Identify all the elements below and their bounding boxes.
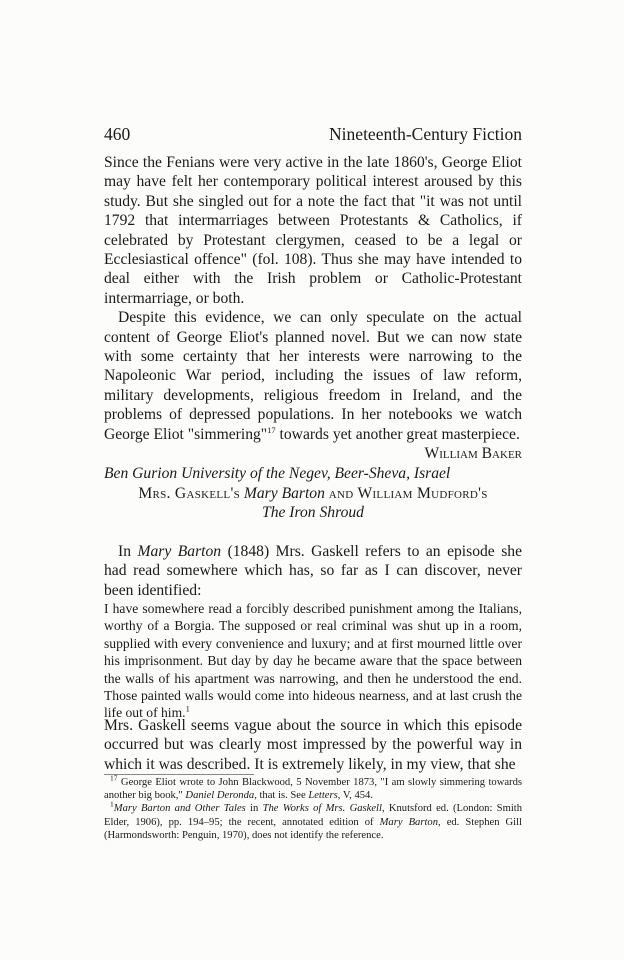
note-title xyxy=(104,484,522,523)
paragraph-source: Mrs. Gaskell seems vague about the source in which this episode occurred but was clearly most impressed by the powerful way in which it was described. It is extremely likely, in my view, that she xyxy=(104,717,522,773)
footnote-17-text-c: , V, 454. xyxy=(337,790,373,802)
title-work-mary-barton: Mary Barton xyxy=(243,485,325,502)
footnote-17-title: Daniel Deronda xyxy=(185,790,255,802)
footnote-17-text-b: , that is. See xyxy=(254,790,309,802)
footnote-1-number: 1 xyxy=(110,799,114,809)
footnote-17-number: 17 xyxy=(110,773,118,783)
footnote-1-title2: The Works of Mrs. Gaskell xyxy=(262,803,382,815)
title-author-mudford: William Mudford's xyxy=(357,485,488,502)
block-quote-text xyxy=(104,600,522,722)
page-number: 460 xyxy=(104,124,131,144)
footnote-1-text-b: , Knutsford ed. (London: Smith Elder, 1906), pp. 194–95; the recent, annotated edition of xyxy=(104,803,522,828)
note-ref-1: 1 xyxy=(185,703,190,714)
footnote-divider xyxy=(104,774,254,775)
paragraph-intro xyxy=(104,542,522,600)
author-signature: William Baker xyxy=(424,445,522,463)
author-affiliation: Ben Gurion University of the Negev, Beer-Sheva, Israel xyxy=(104,464,451,482)
paragraph-intro-text: (1848) Mrs. Gaskell refers to an episode she had read somewhere which has, so far as I can discover, never been identified: xyxy=(104,543,522,599)
footnote-17-letters: Letters xyxy=(308,790,338,802)
note-body-continued xyxy=(104,716,522,774)
paragraph-intro-lead: In xyxy=(118,543,138,560)
paragraph-speculation-text: Despite this evidence, we can only speculate on the actual content of George Eliot's planned novel. But we can now state with some certainty that her interests were narrowing to the Napoleonic War period, including the issues of law reform, military developments, religious freedom in Ireland, and the problems of depressed populations. In her notebooks we watch George Eliot "simmering" xyxy=(104,309,522,443)
paragraph-speculation-tail: towards yet another great masterpiece. xyxy=(275,425,520,443)
title-conjunction: and xyxy=(328,485,354,502)
running-header xyxy=(104,124,522,146)
footnote-1-title3: Mary Barton xyxy=(379,816,439,828)
title-work-iron-shroud: The Iron Shroud xyxy=(262,504,364,522)
paragraph-fenians: Since the Fenians were very active in the late 1860's, George Eliot may have felt her contemporary political interest aroused by this study. But she singled out for a note the fact that "it was not until 1792 that intermarriages between Protestants & Catholics, if celebrated by Protestant clergymen, ceased to be a legal or Ecclesiastical offence" (fol. 108). Thus she may have intended to deal either with the Irish problem or Catholic-Protestant intermarriage, or both. xyxy=(104,154,522,307)
note-title-line1 xyxy=(104,484,522,503)
note-body-intro xyxy=(104,542,522,600)
footnote-17 xyxy=(104,773,522,802)
footnote-1-text-c: , ed. Stephen Gill (Harmondsworth: Penguin, 1970), does not identify the reference. xyxy=(104,816,522,841)
footnote-1-text-a: in xyxy=(245,803,263,815)
title-author-gaskell: Mrs. Gaskell's xyxy=(138,485,240,502)
paragraph-intro-title: Mary Barton xyxy=(137,543,222,560)
footnotes xyxy=(104,773,522,842)
footnote-17-text-a: George Eliot wrote to John Blackwood, 5 November 1873, "I am slowly simmering towards another big book," xyxy=(104,777,522,802)
block-quote xyxy=(104,600,522,722)
footnote-1 xyxy=(104,799,522,842)
article-end-section xyxy=(104,153,522,483)
note-ref-17: 17 xyxy=(267,424,276,435)
note-title-line2 xyxy=(104,503,522,522)
quote-body: I have somewhere read a forcibly described punishment among the Italians, worthy of a Borgia. The supposed or real criminal was shut up in a room, supplied with every convenience and luxury; and at first mourned little over his imprisonment. But day by day he became aware that the space between the walls of his apartment was narrowing, and then he understood the end. Those painted walls would come into hideous nearness, and at last crush the life out of him. xyxy=(104,601,522,721)
journal-title: Nineteenth-Century Fiction xyxy=(329,124,522,144)
paragraph-speculation xyxy=(104,308,522,444)
footnote-1-title1: Mary Barton and Other Tales xyxy=(113,803,246,815)
